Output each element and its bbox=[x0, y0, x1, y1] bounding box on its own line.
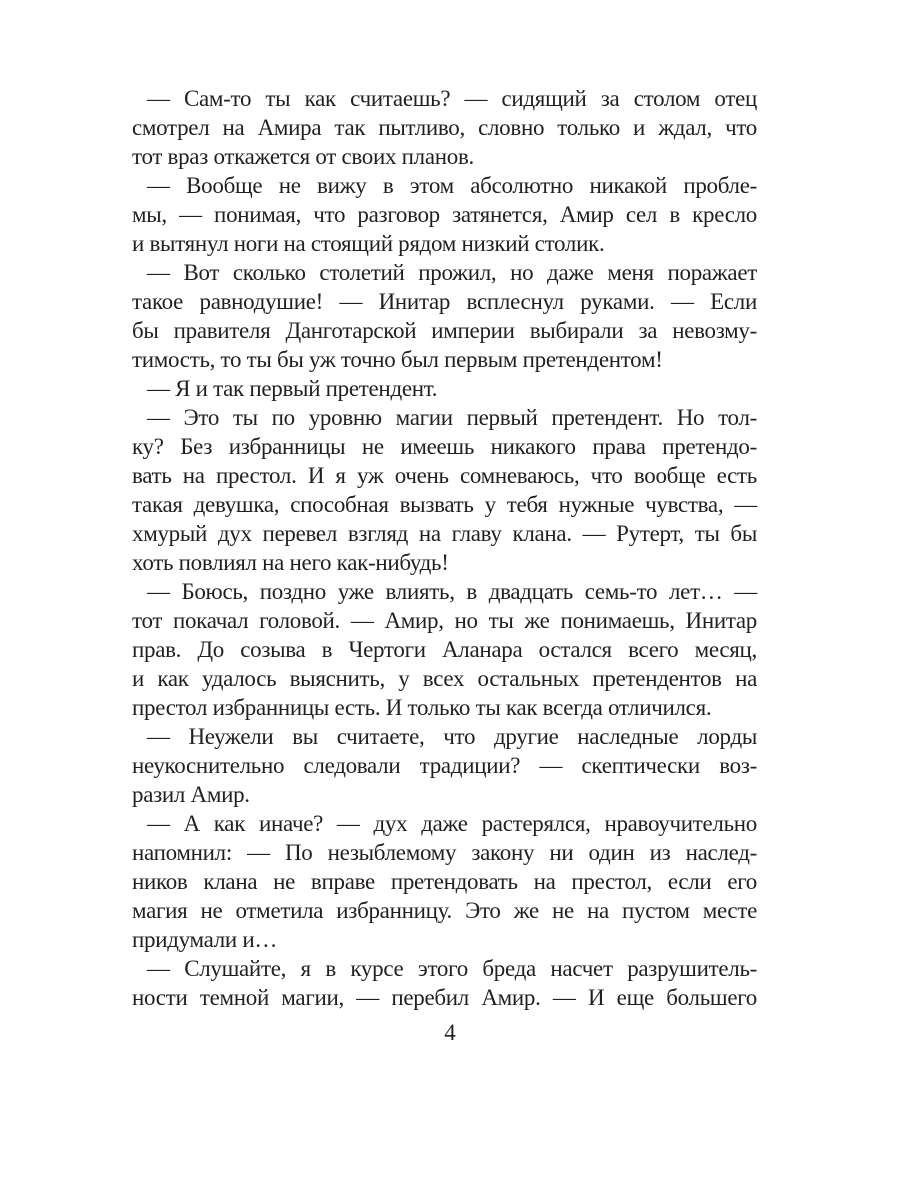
text-line: ку? Без избранницы не имеешь никакого права претендо- bbox=[132, 434, 757, 459]
paragraph bbox=[132, 374, 757, 403]
text-line: хмурый дух перевел взгляд на главу клана. — Рутерт, ты бы bbox=[132, 521, 757, 546]
text-line: тот покачал головой. — Амир, но ты же понимаешь, Инитар bbox=[132, 608, 757, 633]
page-body-text bbox=[132, 84, 757, 1012]
paragraph bbox=[132, 577, 757, 722]
paragraph bbox=[132, 954, 757, 1012]
text-line: разил Амир. bbox=[132, 782, 250, 807]
text-line: мы, — понимая, что разговор затянется, Амир сел в кресло bbox=[132, 202, 757, 227]
text-line: тот враз откажется от своих планов. bbox=[132, 144, 474, 169]
text-line: — Боюсь, поздно уже влиять, в двадцать семь-то лет… — bbox=[147, 579, 757, 604]
text-line: тимость, то ты бы уж точно был первым претендентом! bbox=[132, 347, 663, 372]
text-line: напомнил: — По незыблемому закону ни один из наслед- bbox=[132, 840, 757, 865]
text-line: неукоснительно следовали традиции? — скептически воз- bbox=[132, 753, 757, 778]
paragraph bbox=[132, 171, 757, 258]
text-line: ников клана не вправе претендовать на престол, если его bbox=[132, 869, 757, 894]
text-line: и как удалось выяснить, у всех остальных претендентов на bbox=[132, 666, 757, 691]
text-line: смотрел на Амира так пытливо, словно только и ждал, что bbox=[132, 115, 757, 140]
paragraph bbox=[132, 258, 757, 374]
text-line: и вытянул ноги на стоящий рядом низкий столик. bbox=[132, 231, 605, 256]
text-line: престол избранницы есть. И только ты как всегда отличился. bbox=[132, 695, 712, 720]
text-line: — Неужели вы считаете, что другие наследные лорды bbox=[147, 724, 757, 749]
text-line: придумали и… bbox=[132, 927, 278, 952]
paragraph bbox=[132, 403, 757, 577]
text-line: хоть повлиял на него как-нибудь! bbox=[132, 550, 449, 575]
text-line: — Я и так первый претендент. bbox=[147, 376, 438, 401]
text-line: бы правителя Данготарской империи выбирали за невозму- bbox=[132, 318, 757, 343]
paragraph bbox=[132, 809, 757, 954]
text-line: — А как иначе? — дух даже растерялся, нравоучительно bbox=[147, 811, 757, 836]
text-line: такое равнодушие! — Инитар всплеснул руками. — Если bbox=[132, 289, 757, 314]
text-line: — Вообще не вижу в этом абсолютно никакой пробле- bbox=[147, 173, 757, 198]
text-line: вать на престол. И я уж очень сомневаюсь, что вообще есть bbox=[132, 463, 757, 488]
paragraph bbox=[132, 722, 757, 809]
paragraph bbox=[132, 84, 757, 171]
text-line: — Вот сколько столетий прожил, но даже меня поражает bbox=[147, 260, 757, 285]
text-line: такая девушка, способная вызвать у тебя нужные чувства, — bbox=[132, 492, 757, 517]
text-line: магия не отметила избранницу. Это же не на пустом месте bbox=[132, 898, 757, 923]
text-line: — Это ты по уровню магии первый претендент. Но тол- bbox=[147, 405, 757, 430]
text-line: — Сам-то ты как считаешь? — сидящий за столом отец bbox=[147, 86, 757, 111]
text-line: — Слушайте, я в курсе этого бреда насчет разрушитель- bbox=[147, 956, 757, 981]
page-number: 4 bbox=[444, 1020, 456, 1045]
text-line: прав. До созыва в Чертоги Аланара остался всего месяц, bbox=[132, 637, 757, 662]
text-line: ности темной магии, — перебил Амир. — И еще большего bbox=[132, 985, 757, 1010]
